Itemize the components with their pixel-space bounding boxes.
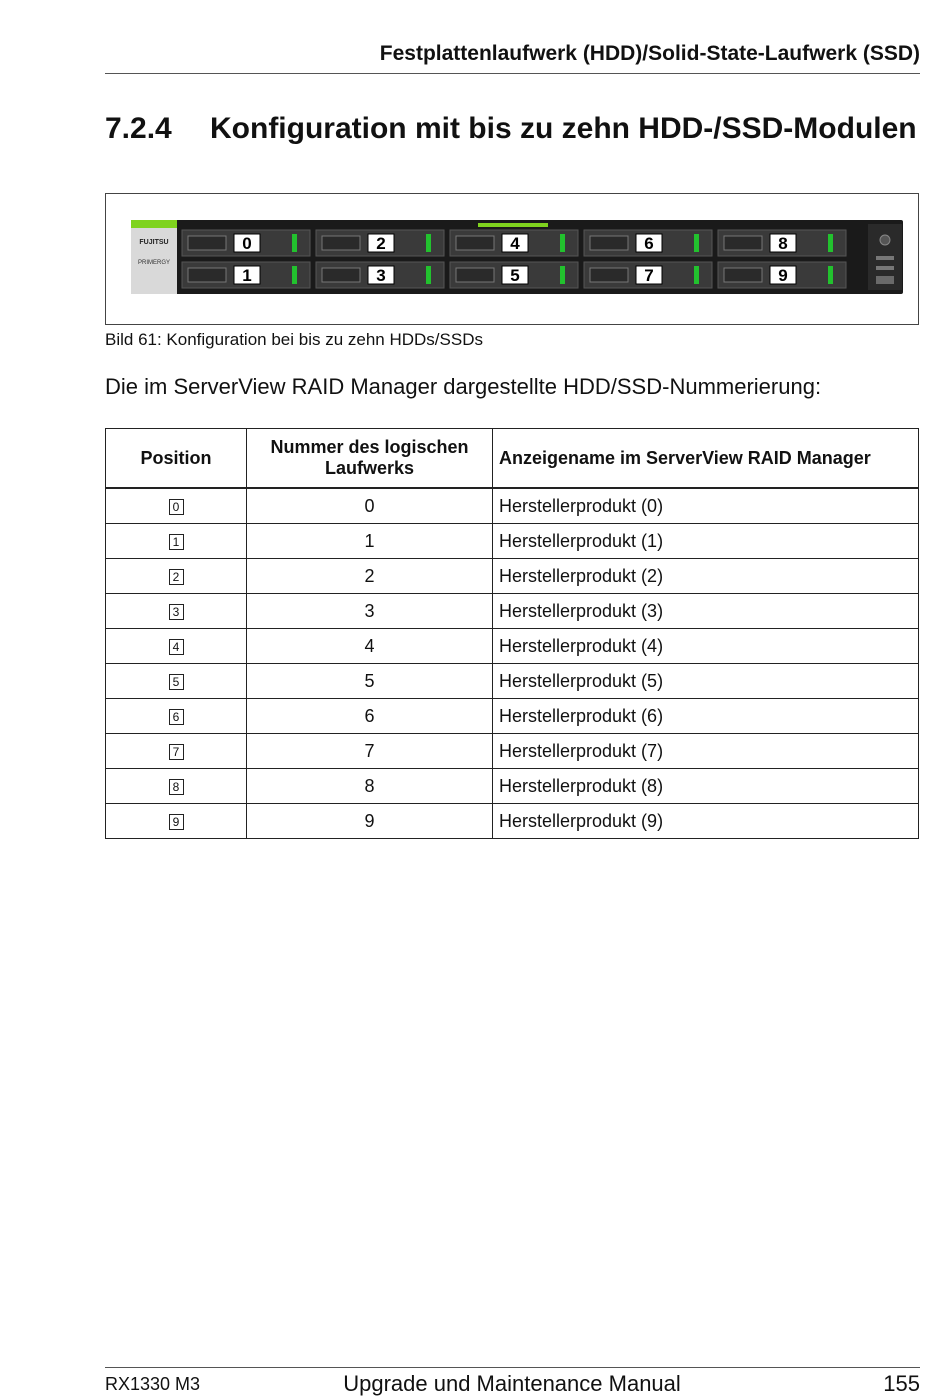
drive-label: 9 — [778, 266, 788, 285]
power-button-icon — [880, 235, 890, 245]
footer-rule — [105, 1367, 920, 1368]
cell-logical-number: 5 — [247, 664, 493, 699]
cell-display-name: Herstellerprodukt (0) — [493, 488, 919, 524]
cell-display-name: Herstellerprodukt (4) — [493, 629, 919, 664]
section-number: 7.2.4 — [105, 112, 172, 145]
table-header-row — [106, 429, 919, 489]
fujitsu-logo: FUJITSU — [139, 239, 169, 246]
table-row — [106, 664, 919, 699]
server-front-figure — [105, 193, 919, 325]
logo-panel — [131, 220, 177, 294]
cell-position — [106, 769, 247, 804]
drive-handle — [724, 268, 762, 282]
cell-display-name: Herstellerprodukt (8) — [493, 769, 919, 804]
table-row — [106, 629, 919, 664]
drive-label: 8 — [778, 234, 788, 253]
drive-label: 0 — [242, 234, 252, 253]
col-header-logical-number: Nummer des logischen Laufwerks — [247, 429, 493, 489]
drive-label: 3 — [376, 266, 386, 285]
drive-handle — [590, 236, 628, 250]
cell-logical-number: 4 — [247, 629, 493, 664]
drive-label: 7 — [644, 266, 654, 285]
primergy-badge: PRIMERGY — [137, 260, 171, 266]
accent-strip — [131, 220, 177, 228]
cell-display-name: Herstellerprodukt (5) — [493, 664, 919, 699]
cell-position — [106, 524, 247, 559]
table-row — [106, 734, 919, 769]
cell-position — [106, 559, 247, 594]
col-header-position: Position — [106, 429, 247, 489]
cell-display-name: Herstellerprodukt (9) — [493, 804, 919, 839]
drive-led-icon — [426, 266, 431, 284]
drive-handle — [456, 236, 494, 250]
drive-led-icon — [560, 234, 565, 252]
position-marker: 3 — [169, 604, 184, 620]
col-header-display-name: Anzeigename im ServerView RAID Manager — [493, 429, 919, 489]
drive-handle — [188, 236, 226, 250]
intro-text: Die im ServerView RAID Manager dargestellte HDD/SSD-Nummerierung: — [105, 374, 822, 399]
table-row — [106, 559, 919, 594]
cell-logical-number: 7 — [247, 734, 493, 769]
cell-position — [106, 594, 247, 629]
drive-label: 4 — [510, 234, 520, 253]
cell-logical-number: 8 — [247, 769, 493, 804]
drive-led-icon — [694, 234, 699, 252]
drive-led-icon — [828, 234, 833, 252]
drive-numbering-table — [105, 428, 919, 839]
cell-display-name: Herstellerprodukt (3) — [493, 594, 919, 629]
position-marker: 7 — [169, 744, 184, 760]
section-title: Konfiguration mit bis zu zehn HDD-/SSD-Modulen — [210, 112, 917, 145]
drive-handle — [590, 268, 628, 282]
drive-led-icon — [292, 234, 297, 252]
position-marker: 0 — [169, 499, 184, 515]
drive-handle — [724, 236, 762, 250]
drive-handle — [322, 268, 360, 282]
drive-led-icon — [694, 266, 699, 284]
table-row — [106, 804, 919, 839]
drive-led-icon — [292, 266, 297, 284]
cell-display-name: Herstellerprodukt (2) — [493, 559, 919, 594]
drive-label: 2 — [376, 234, 386, 253]
accent-strip-top — [478, 223, 548, 227]
position-marker: 4 — [169, 639, 184, 655]
table-row — [106, 699, 919, 734]
drive-label: 1 — [242, 266, 252, 285]
usb-port-icon — [876, 266, 894, 270]
cell-logical-number: 1 — [247, 524, 493, 559]
cell-display-name: Herstellerprodukt (1) — [493, 524, 919, 559]
drive-led-icon — [560, 266, 565, 284]
drive-led-icon — [828, 266, 833, 284]
table-row — [106, 769, 919, 804]
header-rule — [105, 73, 920, 74]
drive-label: 6 — [644, 234, 654, 253]
vent-icon — [876, 276, 894, 284]
position-marker: 5 — [169, 674, 184, 690]
cell-position — [106, 804, 247, 839]
drive-handle — [456, 268, 494, 282]
server-front-illustration — [106, 194, 918, 324]
drive-handle — [322, 236, 360, 250]
position-marker: 6 — [169, 709, 184, 725]
cell-display-name: Herstellerprodukt (6) — [493, 699, 919, 734]
table-row — [106, 524, 919, 559]
drive-led-icon — [426, 234, 431, 252]
status-led-icon — [876, 256, 894, 260]
table-row — [106, 488, 919, 524]
cell-logical-number: 3 — [247, 594, 493, 629]
cell-logical-number: 6 — [247, 699, 493, 734]
cell-position — [106, 734, 247, 769]
cell-logical-number: 0 — [247, 488, 493, 524]
table-row — [106, 594, 919, 629]
cell-position — [106, 699, 247, 734]
section-heading — [105, 112, 917, 146]
cell-position — [106, 664, 247, 699]
drive-label: 5 — [510, 266, 520, 285]
footer-model: RX1330 M3 — [105, 1374, 201, 1394]
position-marker: 8 — [169, 779, 184, 795]
cell-position — [106, 488, 247, 524]
figure-caption: Bild 61: Konfiguration bei bis zu zehn HDDs/SSDs — [105, 330, 483, 349]
drive-handle — [188, 268, 226, 282]
cell-position — [106, 629, 247, 664]
running-header: Festplattenlaufwerk (HDD)/Solid-State-Laufwerk (SSD) — [379, 42, 920, 65]
position-marker: 9 — [169, 814, 184, 830]
cell-logical-number: 9 — [247, 804, 493, 839]
position-marker: 2 — [169, 569, 184, 585]
position-marker: 1 — [169, 534, 184, 550]
cell-logical-number: 2 — [247, 559, 493, 594]
footer-manual-title: Upgrade und Maintenance Manual — [343, 1371, 681, 1396]
page-number: 155 — [883, 1371, 920, 1396]
cell-display-name: Herstellerprodukt (7) — [493, 734, 919, 769]
